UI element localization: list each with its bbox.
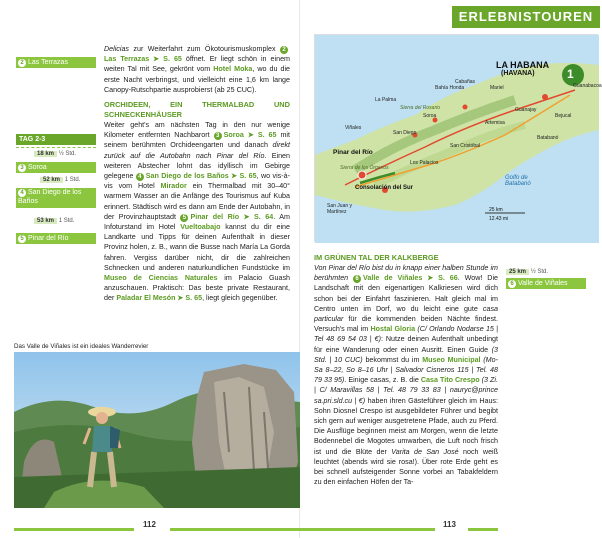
stop-label: Pinar del Río [28, 235, 69, 242]
paragraph-vinales: Von Pinar del Río bist du in knapp einer halben Stunde im berühmten 6 Valle de Viñales ➤ S. 66. Wow! Die Landschaft mit den eigenartigen Kalkriesen wird dich schon bei der Einfahrt faszinieren. Halt gleich mal im Centro unten im Dorf, wo du leicht eine gute casa particular für die kommenden beiden Nächte findest. Versuch's mal im Hostal Gloria (C/ Orlando Nodarse 15 | Tel 48 69 54 03 | €): Nutze deinen Aufenthalt unbedingt für eine Wanderung oder einen Ausritt. Einen Guide (3 Std. | 10 CUC) bekommst du im Museo Municipal (Mo-Sa 8–22, So 8–16 Uhr | Salvador Cisneros 115 | Tel. 48 79 33 95). Einige casas, z. B. die Casa Tito Crespo (3 Zi. | C/ Maravillas 58 | Tel. 48 79 33 83 | nauryc@prince sa.pri.sld.cu | €) haben ihren Gästeführer gleich im Haus: Sohn Diosnel Crespo ist ausgebildeter Führer und begibt sich gern auf weniger ausgetretene Pfade, auch zu Pferd. Die Ausflüge beginnen meist am Morgen, wenn die letzte Bodennebel die Mogotes umwarben, die Luft noch frisch ist und die Blüte der Varita de San José noch weiß leuchtet (abends wird sie rosa!). Über rote Erde geht es bei schnell aufsteigender Sonne vorbei an Tabakfeldern zu den einfachen Höfen der Ta- [314, 264, 499, 487]
route-map [314, 34, 602, 242]
map-label-town: Pinar del Río [333, 149, 373, 156]
stop-number-badge: 2 [18, 59, 26, 67]
map-scale-km: 25 km [489, 207, 503, 213]
map-label-town: Viñales [345, 125, 362, 131]
body-text-column [104, 44, 290, 304]
page-number: 113 [443, 520, 456, 529]
map-label-sea: Golfo de Batabanó [505, 175, 531, 187]
left-page [0, 0, 300, 538]
stop-label: Las Terrazas [28, 59, 68, 66]
map-label-town: Soroa [423, 113, 437, 119]
paragraph-intro: Delicias zur Weiterfahrt zum Ökotourismuskomplex 2Las Terrazas ➤ S. 65 öffnet. Er liegt schön in einem weiten Tal mit See, gekrönt vom Hotel Moka, wo du die erste Nacht verbringst, und vielleicht eine 1,6 km lange Canopy-Rutschpartie ausprobierst (ab 25 CUC). [104, 45, 290, 94]
leg-distance [506, 269, 548, 275]
stop-number-badge: 3 [18, 164, 26, 172]
leg-time: 1 Std. [64, 177, 81, 183]
stop-number-badge: 5 [18, 235, 26, 243]
sidebar-stop-pinar-del-rio [16, 233, 96, 244]
map-label-range: Sierra de los Órganos [340, 165, 389, 171]
map-label-town: San Cristóbal [450, 143, 481, 149]
map-label-town: Guanajay [515, 107, 537, 113]
photo-caption: Das Valle de Viñales ist ein ideales Wanderrevier [14, 343, 149, 350]
leg-distance [34, 218, 74, 224]
link-pinar-del-rio[interactable]: Pinar del Río [190, 212, 240, 221]
right-page [300, 0, 600, 538]
map-label-town: Los Palacios [410, 160, 439, 166]
sidebar-stop-las-terrazas [16, 57, 96, 68]
leg-distance [40, 177, 80, 183]
paragraph-orchids: Weiter geht's am nächsten Tag in den nur wenige Kilometer entfernten Nachbarort 3 Soroa ➤ S. 65 mit seinem berühmten Orchideengarten und danach direkt zurück auf die Autobahn nach Pinar del Río. Einen weiteren Abstecher lohnt das idyllisch im Gebirge gelegene 4 San Diego de los Baños ➤ S. 65, wo vis-à-vis vom Hotel Mirador ein Thermalbad mit 30–40° warmem Wasser an die Anfänge des Tourismus auf Kuba erinnert. Städtisch wird es dann am Ende der Autobahn, in der Provinzhauptstadt 5 Pinar del Río ➤ S. 64. Am Infoturstand im Hotel Vueltoabajo kannst du dir eine Landkarte und Tipps für deinen Aufenthalt in dieser Provinz holen, z. B., wann die Busse nach María La Gorda fahren. Vergiss darüber nicht, dir die zahlreichen Schnecken und anderen naturkundlichen Fundstücke im Museo de Ciencias Naturales im Palacio Guash anzuschauen. Praktisch: Das beste private Restaurant, der Paladar El Mesón ➤ S. 65, liegt gleich gegenüber. [104, 121, 291, 303]
map-label-town: Batabanó [537, 135, 559, 141]
map-label-town: Mariel [490, 85, 504, 91]
route-number-badge: 1 [567, 67, 574, 81]
map-label-capital: LA HABANA [496, 60, 550, 70]
map-label-town: San Juan y Martínez [327, 203, 353, 215]
folio-bar [300, 528, 435, 531]
leg-km: 53 km [34, 218, 57, 224]
sidebar-stop-soroa [16, 162, 96, 173]
photo-valle-de-vinales [14, 352, 300, 508]
stop-label: Valle de Viñales [518, 280, 568, 287]
folio-bar [14, 528, 134, 531]
stop-label: Soroa [28, 164, 47, 171]
section-heading: IM GRÜNEN TAL DER KALKBERGE [314, 253, 439, 262]
map-label-town: Artemisa [485, 120, 505, 126]
map-label-town: San Diego [393, 130, 417, 136]
map-label-town: Consolación del Sur [355, 185, 414, 191]
leg-km: 18 km [34, 151, 57, 157]
stop-number-badge: 6 [508, 280, 516, 288]
leg-time: 1 Std. [58, 218, 75, 224]
section-header: ERLEBNISTOUREN [452, 6, 600, 28]
link-soroa[interactable]: Soroa [223, 131, 244, 140]
body-text-column [314, 253, 498, 487]
link-valle-de-vinales[interactable]: Valle de Viñales [363, 274, 423, 283]
leg-time: ½ Std. [530, 269, 549, 275]
folio-bar [468, 528, 498, 531]
leg-time: ½ Std. [58, 151, 77, 157]
map-label-range: Sierra del Rosario [400, 105, 441, 111]
page-number: 112 [143, 520, 156, 529]
sidebar-stop-valle-de-vinales [506, 278, 586, 289]
link-las-terrazas[interactable]: Las Terrazas [104, 55, 150, 64]
folio-bar [170, 528, 300, 531]
leg-km: 25 km [506, 269, 529, 275]
stop-number-badge: 2 [280, 46, 288, 54]
map-scale-mi: 12.43 mi [489, 216, 509, 222]
divider [16, 147, 96, 148]
sidebar-stop-san-diego [16, 188, 96, 208]
leg-distance [34, 151, 76, 157]
map-label-town: Bahía Honda [435, 85, 465, 91]
leg-km: 52 km [40, 177, 63, 183]
map-label-capital-sub: (HAVANA) [501, 70, 535, 77]
day-heading: TAG 2-3 [16, 134, 96, 145]
map-label-town: Guanabacoa [573, 83, 602, 89]
hiker-photo-image [14, 352, 300, 508]
section-heading: ORCHIDEEN, EIN THERMALBAD UND SCHNECKENHÄUSER [104, 100, 290, 120]
map-label-town: La Palma [375, 97, 397, 103]
map-label-town: Bejucal [555, 113, 572, 119]
stop-number-badge: 4 [18, 189, 26, 197]
stop-label: San Diego de los Baños [18, 189, 82, 205]
link-san-diego[interactable]: San Diego de los Baños [145, 172, 229, 181]
map-label-town: Cabañas [455, 79, 476, 85]
